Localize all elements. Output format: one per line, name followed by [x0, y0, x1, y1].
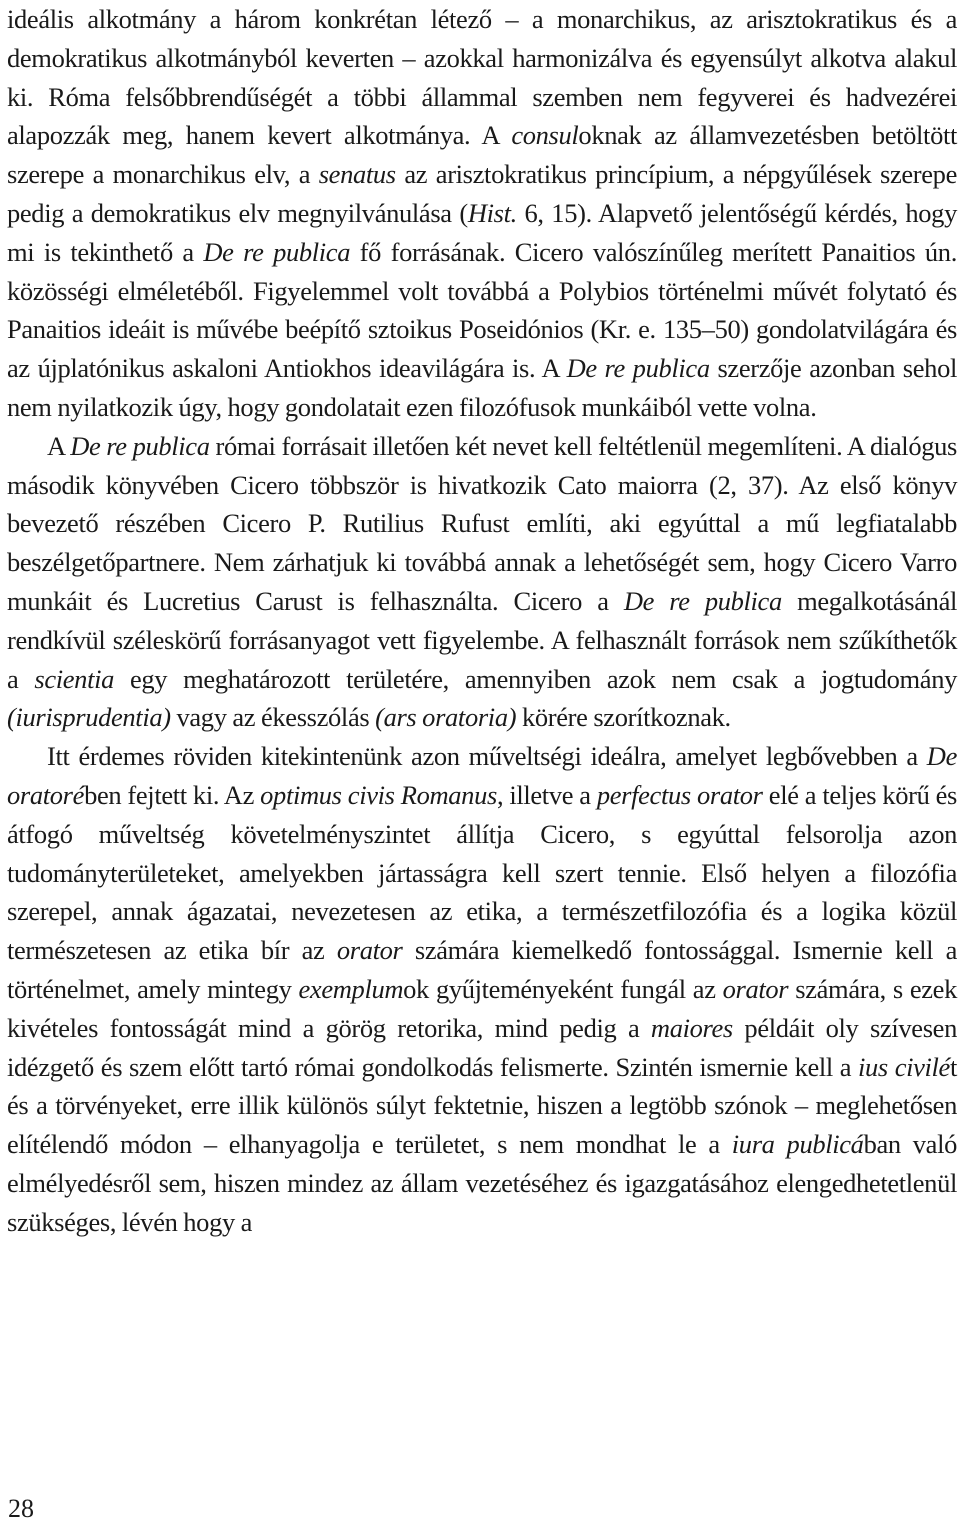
italic-text-run: De oratoré — [7, 741, 957, 810]
text-run: az arisztokratikus princípium, a népgyűlések szerepe pedig a demokratikus elv megnyilvánulása ( — [7, 159, 957, 228]
text-run: megalkotásánál rendkívül széleskörű forrásanyagot vett figyelembe. A felhasznált források nem szűkíthetők a — [7, 585, 957, 694]
italic-text-run: consul — [511, 120, 579, 151]
text-run: t és a törvényeket, erre illik különös súlyt fektetnie, hiszen a legtöbb szónok – meglehetősen elítélendő módon – elhanyagolja e területet, s nem mondhat le a — [7, 1051, 957, 1160]
italic-text-run: De re publica — [203, 236, 351, 267]
text-run: 6, 15). Alapvető jelentőségű kérdés, hogy mi is tekinthető a — [7, 197, 957, 267]
italic-text-run: De re publica — [566, 353, 710, 384]
page-body — [7, 0, 957, 1242]
paragraph — [7, 737, 957, 1241]
italic-text-run: (ars oratoria) — [375, 702, 517, 733]
text-run: , illetve a — [496, 779, 597, 810]
text-run: elé a teljes körű és átfogó műveltség követelményszintet állítja Cicero, s egyúttal felsorolja azon tudományterületeket, amelyekben jártasságra kell szert tennie. Első helyen a filozófia szerepel, annak ágazatai, nevezetesen az etika, a természetfilozófia és a logika közül természetesen az etika bír az — [7, 779, 958, 966]
italic-text-run: exemplum — [298, 973, 404, 1004]
italic-text-run: orator — [336, 935, 403, 966]
italic-text-run: (iurisprudentia) — [7, 702, 171, 733]
text-run: oknak az államvezetésben betöltött szerepe a monarchikus elv, a — [7, 120, 957, 190]
text-run: számára, s ezek kivételes fontosságát mind a görög retorika, mind pedig a — [7, 973, 957, 1043]
italic-text-run: optimus civis Romanus — [260, 779, 497, 810]
italic-text-run: Hist. — [467, 197, 517, 228]
text-run: fő forrásának. Cicero valószínűleg merített Panaitios ún. közösségi elméletéből. Figyelemmel volt továbbá a Polybios történelmi művét folytató és Panaitios ideáit is művébe beépítő sztoikus Poseidónios (Kr. e. 135–50) gondolatvilágára és az újplatónikus askaloni Antiokhos ideavilágára is. A — [7, 236, 957, 384]
italic-text-run: perfectus orator — [596, 779, 763, 810]
text-run: A — [47, 430, 71, 461]
text-run: római forrásait illetően két nevet kell feltétlenül megemlíteni. A dialógus második könyvében Cicero többször is hivatkozik Cato maiorra (2, 37). Az első könyv bevezető részében Cicero P. Rutilius Rufust említi, aki egyúttal a mű legfiatalabb beszélgetőpartnere. Nem zárhatjuk ki továbbá annak a lehetőségét sem, hogy Cicero Varro munkáit és Lucretius Carust is felhasználta. Cicero a — [7, 430, 957, 616]
text-run: vagy az ékesszólás — [170, 702, 376, 733]
text-run: számára kiemelkedő fontossággal. Ismernie kell a történelmet, amely mintegy — [7, 935, 957, 1004]
text-run: példáit oly szívesen idézgető és szem előtt tartó római gondolkodás felismerte. Szintén ismernie kell a — [7, 1012, 957, 1082]
text-run: egy meghatározott területére, amennyiben azok nem csak a jogtudomány — [114, 663, 958, 694]
italic-text-run: orator — [722, 973, 789, 1004]
text-run: ok gyűjteményeként fungál az — [403, 973, 723, 1004]
italic-text-run: De re publica — [623, 585, 782, 616]
italic-text-run: senatus — [318, 159, 396, 190]
italic-text-run: iura publicá — [731, 1129, 864, 1160]
text-run: Itt érdemes röviden kitekintenünk azon műveltségi ideálra, amelyet legbővebben a — [47, 741, 927, 772]
italic-text-run: De re publica — [70, 430, 210, 461]
text-run: ideális alkotmány a három konkrétan létező – a monarchikus, az arisztokratikus és a demokratikus alkotmányból keverten – azokkal harmonizálva és egyensúlyt alkotva alakul ki. Róma felsőbbrendűségét a többi állammal szemben nem fegyverei és hadvezérei alapozzák meg, hanem kevert alkotmánya. A — [7, 4, 957, 151]
text-run: ben fejtett ki. Az — [84, 779, 261, 810]
text-run: körére szorítkoznak. — [516, 702, 731, 733]
italic-text-run: maiores — [650, 1012, 733, 1043]
paragraph — [7, 427, 957, 737]
page-number: 28 — [8, 1494, 34, 1523]
text-run: szerzője azonban sehol nem nyilatkozik úgy, hogy gondolatait ezen filozófusok munkáiból vette volna. — [7, 353, 957, 422]
text-run: ban való elmélyedésről sem, hiszen mindez az állam vezetéséhez és igazgatásához elengedhetetlenül szükséges, lévén hogy a — [7, 1129, 957, 1237]
italic-text-run: ius civilé — [858, 1051, 950, 1082]
italic-text-run: scientia — [34, 663, 114, 694]
paragraph — [7, 0, 957, 427]
